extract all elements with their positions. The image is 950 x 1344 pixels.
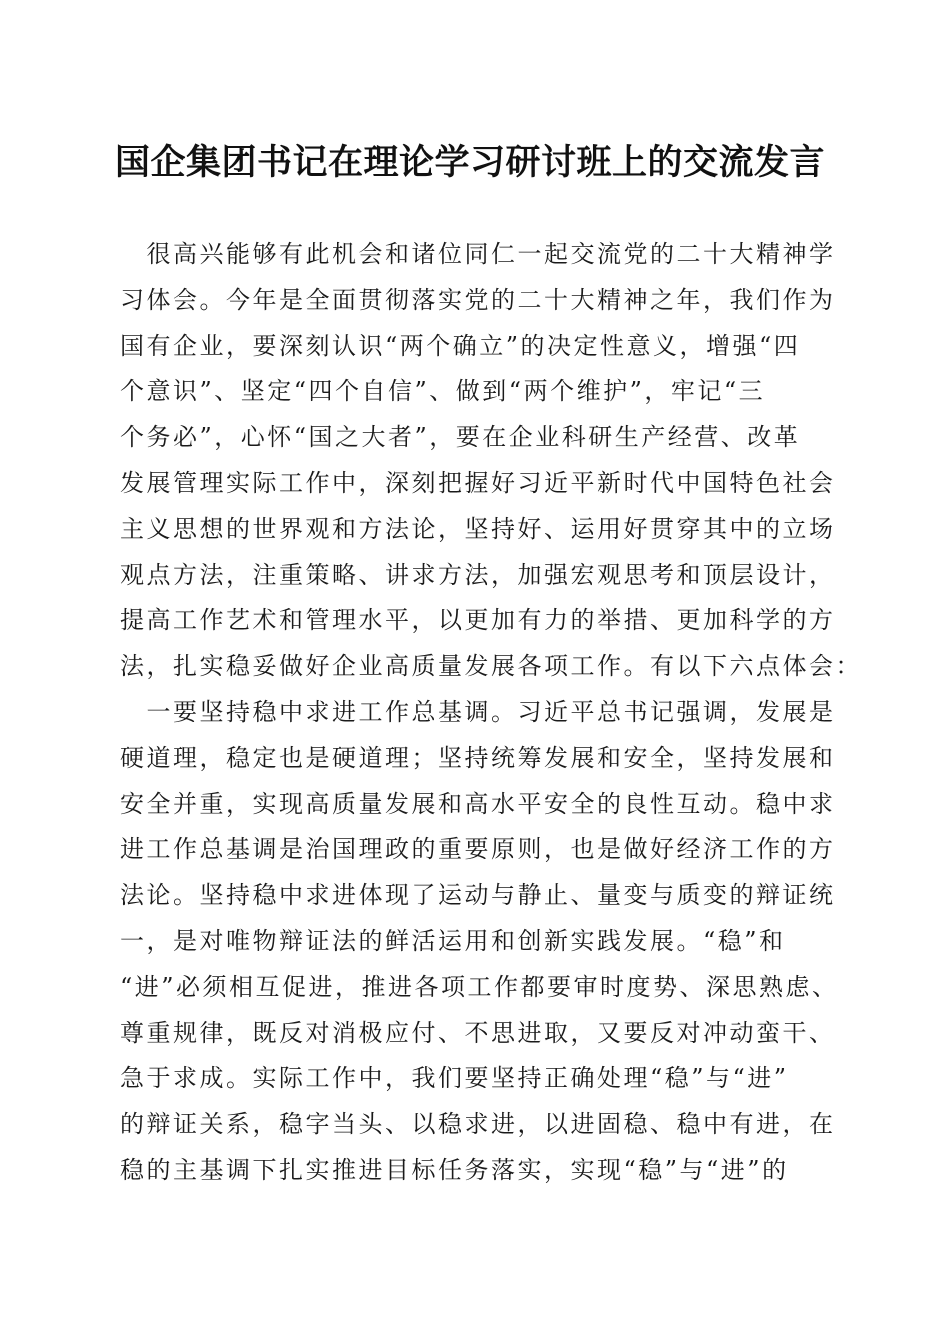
body-line: 提高工作艺术和管理水平，以更加有力的举措、更加科学的方 xyxy=(120,606,836,635)
body-line: 个务必”，心怀“国之大者”，要在企业科研生产经营、改革 xyxy=(120,423,801,452)
body-line: 进工作总基调是治国理政的重要原则，也是做好经济工作的方 xyxy=(120,835,836,864)
document-body xyxy=(120,232,862,1194)
body-line: 国有企业，要深刻认识“两个确立”的决定性意义，增强“四 xyxy=(120,331,801,360)
body-line: 很高兴能够有此机会和诸位同仁一起交流党的二十大精神学 xyxy=(120,240,836,268)
body-line: 个意识”、坚定“四个自信”、做到“两个维护”，牢记“三 xyxy=(120,377,766,406)
body-line: 安全并重，实现高质量发展和高水平安全的良性互动。稳中求 xyxy=(120,789,836,818)
document-title: 国企集团书记在理论学习研讨班上的交流发言 xyxy=(114,142,825,183)
body-line: 法，扎实稳妥做好企业高质量发展各项工作。有以下六点体会： xyxy=(120,652,862,681)
body-line: 的辩证关系，稳字当头、以稳求进，以进固稳、稳中有进，在 xyxy=(120,1110,836,1139)
body-line: 尊重规律，既反对消极应付、不思进取，又要反对冲动蛮干、 xyxy=(120,1018,836,1047)
body-line: 习体会。今年是全面贯彻落实党的二十大精神之年，我们作为 xyxy=(120,285,836,314)
body-line: 一要坚持稳中求进工作总基调。习近平总书记强调，发展是 xyxy=(120,697,836,726)
body-line: “进”必须相互促进，推进各项工作都要审时度势、深思熟虑、 xyxy=(120,972,839,1001)
body-line: 稳的主基调下扎实推进目标任务落实，实现“稳”与“进”的 xyxy=(120,1155,789,1184)
body-line: 急于求成。实际工作中，我们要坚持正确处理“稳”与“进” xyxy=(120,1064,789,1093)
body-line: 发展管理实际工作中，深刻把握好习近平新时代中国特色社会 xyxy=(120,468,836,497)
body-line: 观点方法，注重策略、讲求方法，加强宏观思考和顶层设计， xyxy=(120,560,836,589)
body-line: 主义思想的世界观和方法论，坚持好、运用好贯穿其中的立场 xyxy=(120,514,836,543)
body-line: 一，是对唯物辩证法的鲜活运用和创新实践发展。“稳”和 xyxy=(120,926,786,955)
body-line: 法论。坚持稳中求进体现了运动与静止、量变与质变的辩证统 xyxy=(120,881,836,910)
body-line: 硬道理，稳定也是硬道理；坚持统筹发展和安全，坚持发展和 xyxy=(120,743,836,772)
